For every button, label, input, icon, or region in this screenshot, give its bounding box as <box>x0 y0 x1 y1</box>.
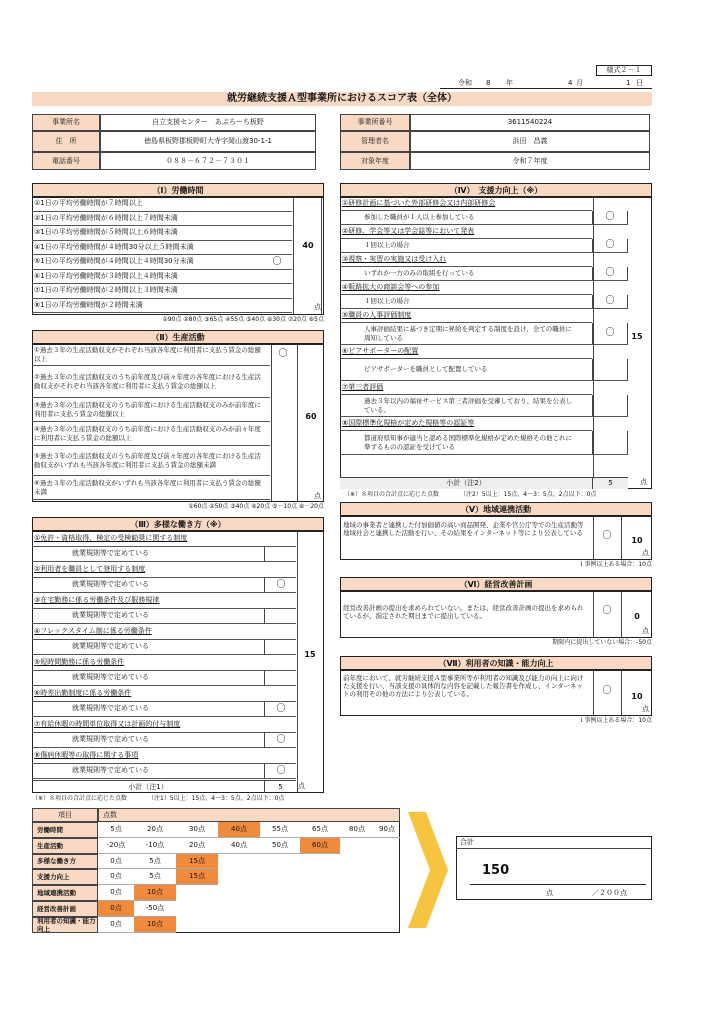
address: 徳島県板野郡板野町大寺字岡山渡30-1-1 <box>100 131 316 152</box>
sec2-mark: 〇 <box>278 349 288 359</box>
date-day: 1 <box>626 79 631 87</box>
sec3-item-head: ⑤短時間勤務に係る労働条件 <box>32 655 296 671</box>
sec2-row: ②過去３年の生産活動収支のうち前年度及び前々年度の各年度における生産活動収支がそれぞれ当該各年度に利用者に支払う賃金の総額以上 <box>32 366 270 398</box>
sec1-score: 40 <box>302 241 314 250</box>
summary-cell: 20点 <box>134 822 176 838</box>
summary-row-label: 経営改善計画 <box>32 901 98 917</box>
sec7-score: 10 <box>631 692 643 701</box>
total-pt: 点 <box>546 889 553 897</box>
summary-row-label: 支援力向上 <box>32 869 98 885</box>
sec1-row: ⑧1日の平均労働時間が２時間未満 <box>32 299 292 314</box>
office-name: 自立支援センター あぷろーち板野 <box>100 114 316 131</box>
summary-cell: 10点 <box>134 885 176 901</box>
sec3-mark: 〇 <box>276 579 286 590</box>
sec6-note: 期限内に提出していない場合：-50点 <box>552 639 652 646</box>
sec2-row: ④過去３年の生産活動収支のうち前年度における生産活動収支のみが前々年度に利用者に支払う賃金の総額以上 <box>32 422 270 446</box>
sec1-pt: 点 <box>314 303 321 311</box>
sec7-title: （Ⅶ）利用者の知識・能力向上 <box>340 656 652 670</box>
sec3-item-sub: 就業規則等で定めている <box>32 640 296 656</box>
summary-cell: 80点 <box>340 822 374 838</box>
sec3-item-head: ③在宅勤務に係る労働条件及び服務規律 <box>32 593 296 609</box>
sec3-item-sub: 就業規則等で定めている <box>32 764 296 780</box>
sec4-mark-cell <box>592 359 628 381</box>
sec1-row: ⑦1日の平均労働時間が２時間以上３時間未満 <box>32 284 292 299</box>
sec2-row: ①過去３年の生産活動収支がそれぞれ当該各年度に利用者に支払う賃金の総額以上 <box>32 344 270 366</box>
page-title: 就労継続支援Ａ型事業所におけるスコア表（全体） <box>32 92 652 106</box>
sec3-item-sub: 就業規則等で定めている <box>32 547 296 563</box>
sec4-item-head: ②研修、学会等又は学会誌等において発表 <box>340 225 592 239</box>
sec4-item-head: ④販路拡大の商談会等への参加 <box>340 281 592 295</box>
target-year: 令和７年度 <box>410 152 650 170</box>
sec2-score: 60 <box>305 412 317 421</box>
manager-label: 管理者名 <box>340 131 410 152</box>
date-nichi: 日 <box>636 79 643 87</box>
manager: 浜田 昌義 <box>410 131 650 152</box>
summary-cell: 65点 <box>300 822 340 838</box>
sec1-footer: ①90点 ②80点 ③65点 ④55点 ⑤40点 ⑥30点 ⑦20点 ⑧5点 <box>162 316 324 323</box>
sec5-note: １事例以上ある場合：10点 <box>578 561 652 568</box>
sec3-item-head: ①免許・資格取得、検定の受検勧奨に関する制度 <box>32 531 296 547</box>
sec4-subtotal-label: 小計（注2） <box>340 477 592 489</box>
summary-cell: 55点 <box>260 822 300 838</box>
sec4-title: （Ⅳ） 支援力向上（※） <box>340 183 652 197</box>
phone-label: 電話番号 <box>32 152 100 170</box>
sec3-title: （Ⅲ）多様な働き方（※） <box>32 517 324 531</box>
office-no-label: 事業所番号 <box>340 114 410 131</box>
arrow-right-icon <box>404 810 450 930</box>
sec4-score: 15 <box>631 332 643 341</box>
year-label: 対象年度 <box>340 152 410 170</box>
sec4-item-sub: 人事評価結果に基づき定期に昇給を判定する制度を設け、全ての職員に周知している <box>340 323 592 345</box>
summary-cell: 0点 <box>98 885 134 901</box>
summary-row-label: 生産活動 <box>32 838 98 854</box>
sec4-mark: 〇 <box>605 212 615 222</box>
sec4-item-sub: 都道府県知事が適当と認める国際標準化規格が定めた規格その他これに準ずるものの認証を受けている <box>340 431 592 455</box>
date-nen: 年 <box>506 79 513 87</box>
sec2-row: ③過去３年の生産活動収支のうち前年度における生産活動収支のみが前年度に利用者に支払う賃金の総額以上 <box>32 398 270 422</box>
sec3-item-sub: 就業規則等で定めている <box>32 733 296 749</box>
summary-item-header: 項目 <box>32 808 98 822</box>
date-gatsu: 月 <box>576 79 583 87</box>
sec4-item-head: ③視察・実習の実施又は受け入れ <box>340 253 592 267</box>
sec7-note: １事例以上ある場合：10点 <box>578 717 652 724</box>
sec4-item-head: ⑦第三者評価 <box>340 381 592 395</box>
sec4-item-head: ①研修計画に基づいた外部研修会又は内部研修会 <box>340 197 592 211</box>
date-era: 令和 <box>458 79 472 87</box>
summary-row-label: 利用者の知識・能力向上 <box>32 917 98 933</box>
summary-cell: -10点 <box>134 838 176 854</box>
office-no: 3611540224 <box>410 114 650 131</box>
sec4-mark: 〇 <box>605 296 615 306</box>
sec4-item-head: ⑧国際標準化規格が定めた規格等の認証等 <box>340 417 592 431</box>
sec3-item-sub: 就業規則等で定めている <box>32 671 296 687</box>
sec5-title: （Ⅴ）地域連携活動 <box>340 502 652 516</box>
sec1-title: （Ⅰ）労働時間 <box>32 183 324 197</box>
sec3-mark-cell <box>264 640 296 656</box>
office-name-label: 事業所名 <box>32 114 100 131</box>
summary-cell: 5点 <box>134 869 176 885</box>
sec3-mark: 〇 <box>276 765 286 776</box>
sec3-item-sub: 就業規則等で定めている <box>32 609 296 625</box>
sec3-subtotal: 5 <box>264 780 296 793</box>
address-label: 住 所 <box>32 131 100 152</box>
sec6-title: （Ⅵ）経営改善計画 <box>340 577 652 591</box>
sec3-item-head: ⑧傷病休暇等の取得に関する事項 <box>32 748 296 764</box>
sec5-score: 10 <box>631 536 643 545</box>
summary-cell: 90点 <box>374 822 400 838</box>
sec5-mark: 〇 <box>602 531 612 541</box>
total-max: ／２００点 <box>592 889 627 897</box>
form-number: 様式２－１ <box>596 65 652 76</box>
phone: ０８８－６７２－７３０１ <box>100 152 316 170</box>
sec4-item-sub: １回以上の場合 <box>340 239 592 253</box>
date-month: 4 <box>568 79 573 87</box>
sec3-item-sub: 就業規則等で定めている <box>32 702 296 718</box>
sec1-row: ③1日の平均労働時間が５時間以上６時間未満 <box>32 226 292 241</box>
summary-cell: 30点 <box>176 822 218 838</box>
date-year: 8 <box>486 79 491 87</box>
sec2-title: （Ⅱ）生産活動 <box>32 330 324 344</box>
summary-cell: 0点 <box>98 869 134 885</box>
summary-row-label: 労働時間 <box>32 822 98 838</box>
sec2-row: ⑤過去３年の生産活動収支のうち前年度及び前々年度の各年度における生産活動収支がいずれも当該各年度に利用者に支払う賃金の総額未満 <box>32 446 270 476</box>
summary-cell: 15点 <box>176 869 218 885</box>
sec3-item-sub: 就業規則等で定めている <box>32 578 296 594</box>
sec1-row: ⑤1日の平均労働時間が４時間以上４時間30分未満 <box>32 255 292 270</box>
sec1-row: ⑥1日の平均労働時間が３時間以上４時間未満 <box>32 270 292 285</box>
sec6-text: 経営改善計画の提出を求められていない。または、経営改善計画の提出を求められているが、指定された期日までに提出している。 <box>343 604 584 621</box>
sec4-item-sub: １回以上の場合 <box>340 295 592 309</box>
total-value: 150 <box>482 863 510 878</box>
sec7-mark: 〇 <box>602 686 612 696</box>
sec3-item-head: ②利用者を職員として登用する制度 <box>32 562 296 578</box>
summary-cell: 10点 <box>134 917 176 933</box>
summary-row-label: 多様な働き方 <box>32 854 98 870</box>
date-line <box>440 79 652 89</box>
sec7-pt: 点 <box>642 705 649 713</box>
sec3-item-head: ⑥時差出勤制度に係る労働条件 <box>32 686 296 702</box>
sec5-pt: 点 <box>642 549 649 557</box>
sec6-mark: 〇 <box>602 606 612 616</box>
summary-cell: 0点 <box>98 917 134 933</box>
summary-cell: -20点 <box>98 838 134 854</box>
sec3-mark: 〇 <box>276 703 286 714</box>
sec3-mark-cell <box>264 547 296 563</box>
sec3-mark: 〇 <box>276 734 286 745</box>
sec3-subtotal-label: 小計（注1） <box>32 780 264 793</box>
sec4-item-head: ⑥ピアサポーターの配置 <box>340 345 592 359</box>
sec3-item-head: ④フレックスタイム制に係る労働条件 <box>32 624 296 640</box>
sec4-item-sub: 参加した職員が１人以上参加している <box>340 211 592 225</box>
sec4-mark-cell <box>592 395 628 417</box>
sec5-text: 地域の事業者と連携した付加価値の高い商品開発、企業や官公庁等での生産活動等地域社会と連携した活動を行い、その結果をインターネット等により公表している <box>343 521 584 538</box>
summary-points-header: 点数 <box>98 808 400 822</box>
sec6-score: 0 <box>634 612 640 621</box>
summary-cell: 5点 <box>98 822 134 838</box>
summary-cell: 15点 <box>176 854 218 870</box>
sec4-mark-cell <box>592 431 628 455</box>
sec4-pt: 点 <box>640 478 647 486</box>
sec2-pt: 点 <box>314 492 321 500</box>
sec1-row: ④1日の平均労働時間が４時間30分以上５時間未満 <box>32 241 292 256</box>
sec4-item-head: ⑤職員の人事評価制度 <box>340 309 592 323</box>
sec2-footer: ①60点 ②50点 ③40点 ④20点 ⑤－10点 ⑥－20点 <box>188 503 324 510</box>
summary-cell: 5点 <box>134 854 176 870</box>
sec4-subtotal: 5 <box>592 477 628 489</box>
sec1-mark: 〇 <box>272 257 282 267</box>
sec4-item-sub: 過去３年以内の福祉サービス第三者評価を受審しており、結果を公表している。 <box>340 395 592 417</box>
total-label: 合計 <box>456 836 652 849</box>
summary-cell: 40点 <box>218 838 260 854</box>
sec4-mark: 〇 <box>605 240 615 250</box>
sec4-mark: 〇 <box>605 328 615 338</box>
summary-cell: -50点 <box>134 901 176 917</box>
sec3-item-head: ⑦有給休暇の時間単位取得又は計画的付与制度 <box>32 717 296 733</box>
summary-cell: 50点 <box>260 838 300 854</box>
sec3-pt: 点 <box>298 782 305 790</box>
sec4-mark: 〇 <box>605 268 615 278</box>
sec3-mark-cell <box>264 671 296 687</box>
sec4-note: （※）８項目の合計点に応じた点数 （注2）5以上：15点、4～3：5点、2点以下：0点 <box>344 491 597 498</box>
summary-cell: 0点 <box>98 854 134 870</box>
sec4-item-sub: ピアサポーターを職員として配置している <box>340 359 592 381</box>
sec2-row: ⑥過去３年の生産活動収支がいずれも当該各年度に利用者に支払う賃金の総額未満 <box>32 476 270 500</box>
sec1-row: ①1日の平均労働時間が７時間以上 <box>32 197 292 212</box>
sec3-score: 15 <box>304 650 316 659</box>
summary-cell: 40点 <box>218 822 260 838</box>
summary-cell: 20点 <box>176 838 218 854</box>
sec3-mark-cell <box>264 609 296 625</box>
sec3-note: （※）８項目の合計点に応じた点数 （注1）5以上：15点、4～3：5点、2点以下：0点 <box>32 795 285 802</box>
summary-cell: 60点 <box>300 838 340 854</box>
summary-row-label: 地域連携活動 <box>32 885 98 901</box>
summary-cell: 0点 <box>98 901 134 917</box>
sec7-text: 前年度において、就労継続支援Ａ型事業所等が利用者の知識及び能力の向上に向けた支援を行い、当該支援の具体的な内容を記載した報告書を作成し、インターネットの利用その他の方法により公表している。 <box>343 674 584 699</box>
sec4-item-sub: いずれか一方のみの取組を行っている <box>340 267 592 281</box>
sec6-pt: 点 <box>642 627 649 635</box>
sec1-row: ②1日の平均労働時間が６時間以上７時間未満 <box>32 212 292 227</box>
